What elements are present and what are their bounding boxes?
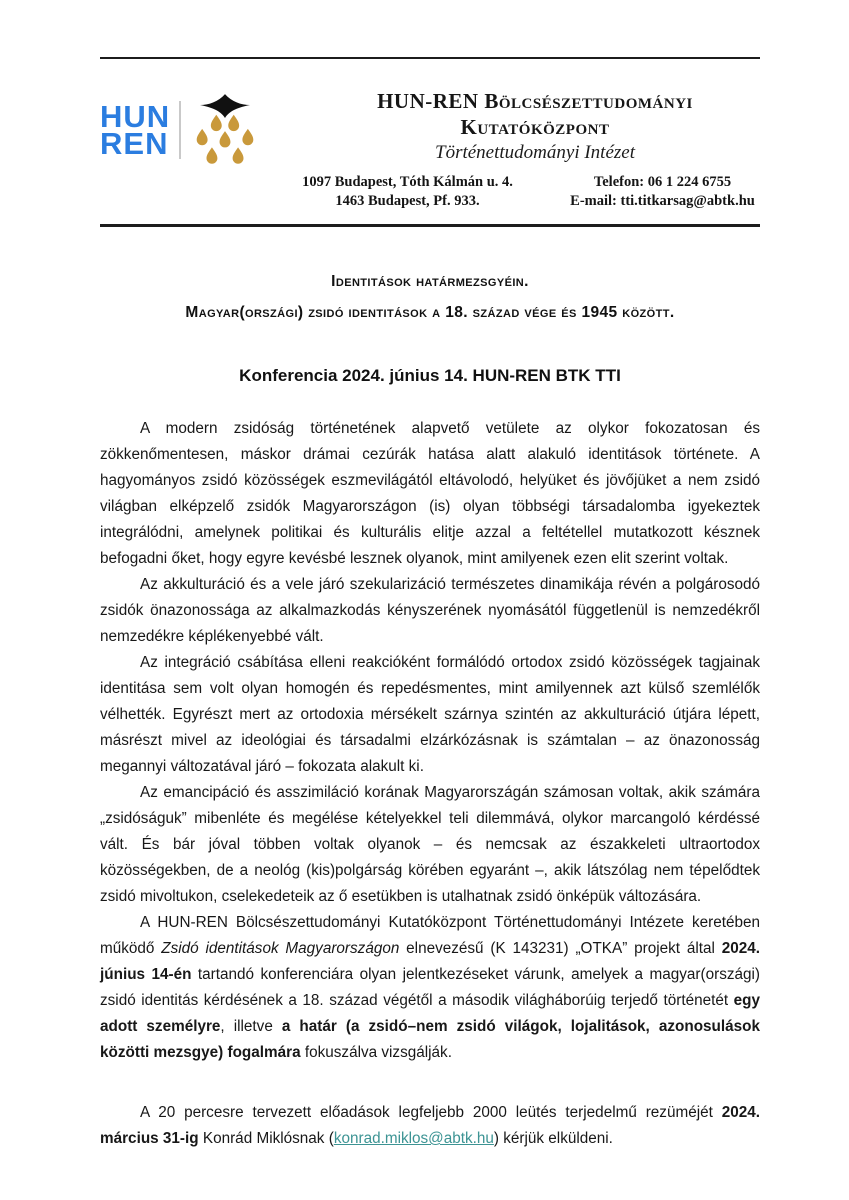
paragraph bbox=[100, 1100, 760, 1152]
text-run: a határ (a zsidó–nem zsidó világok, lojalitások, azonosulások közötti mezsgye) fogalmára bbox=[100, 1018, 761, 1062]
body-paragraphs bbox=[100, 416, 760, 1152]
phone-email-block bbox=[535, 173, 790, 210]
logo-word-ren: REN bbox=[100, 126, 169, 161]
document-title-line2: Magyar(országi) zsidó identitások a 18. század vége és 1945 között. bbox=[185, 304, 675, 322]
text-run: elnevezésű (K 143231) „OTKA” projekt által bbox=[399, 940, 722, 958]
org-name-line1: HUN-REN Bölcsészettudományi bbox=[377, 89, 693, 113]
text-run: tartandó konferenciára olyan jelentkezéseket várunk, amelyek a magyar(országi) zsidó identitás kérdésének a 18. század végétől a második világháborúig terjedő történetét bbox=[100, 966, 761, 1010]
paragraph bbox=[100, 572, 760, 650]
text-run: 2024. március 31-ig bbox=[100, 1104, 760, 1148]
address-block bbox=[280, 173, 535, 210]
email-line: E-mail: tti.titkarsag@abtk.hu bbox=[570, 192, 755, 209]
text-run: Konrád Miklósnak ( bbox=[198, 1130, 334, 1148]
text-run: fokuszálva vizsgálják. bbox=[300, 1044, 452, 1062]
text-run: 2024. június 14-én bbox=[100, 940, 760, 984]
text-run: A 20 percesre tervezett előadások legfeljebb 2000 leütés terjedelmű rezüméjét bbox=[140, 1104, 722, 1122]
letterhead-rule bbox=[100, 224, 760, 227]
email-link[interactable]: konrad.miklos@abtk.hu bbox=[333, 1130, 494, 1148]
text-run: Az emancipáció és asszimiláció korának Magyarországán számosan voltak, akik számára „zsidóságuk” mibenléte és megélése kételyekkel teli dilemmává, olykor marcangoló kérdéssé vált. És bár jóval többen voltak olyanok – és nemcsak az északkeleti ultraortodox közösségekben, de a neológ (kis)polgárság körében egyaránt –, akik látszólag nem tépelődtek zsidó mivoltukon, cselekedeteik az ő esetükben is utalhatnak zsidó önképük változására. bbox=[100, 784, 760, 906]
text-run: ) kérjük elküldeni. bbox=[493, 1130, 613, 1148]
hunren-droplets-icon bbox=[190, 93, 260, 167]
text-run: Zsidó identitások Magyarországon bbox=[161, 940, 400, 958]
document-title-line1: Identitások határmezsgyéin. bbox=[331, 273, 529, 291]
paragraph bbox=[100, 780, 760, 910]
institute-name: Történettudományi Intézet bbox=[435, 142, 635, 164]
paragraph bbox=[100, 910, 760, 1066]
conference-subtitle: Konferencia 2024. június 14. HUN-REN BTK TTI bbox=[239, 366, 621, 386]
letterhead bbox=[100, 89, 760, 210]
paragraph bbox=[100, 650, 760, 780]
text-run: A HUN-REN Bölcsészettudományi Kutatóközpont Történettudományi Intézete keretében működő bbox=[100, 914, 760, 958]
address-line1: 1097 Budapest, Tóth Kálmán u. 4. bbox=[302, 174, 513, 191]
phone-line: Telefon: 06 1 224 6755 bbox=[593, 174, 732, 191]
text-run: egy adott személyre bbox=[100, 992, 760, 1036]
text-run: Az integráció csábítása elleni reakcióként formálódó ortodox zsidó közösségek tagjainak identitása sem volt olyan homogén és repedésmentes, mint amilyennek azt külső szemlélők vélhették. Egyrészt mert az ortodoxia mérsékelt szárnya szintén az akkulturáció útjára lépett, másrészt mivel az ideológiai és társadalmi elzárkózásnak is számtalan – az önazonosság megannyi változatával járó – fokozata alakult ki. bbox=[100, 654, 760, 776]
logo-divider bbox=[179, 101, 181, 159]
letterhead-center bbox=[280, 89, 790, 210]
text-run: , illetve bbox=[220, 1018, 282, 1036]
contact-row bbox=[280, 173, 790, 210]
logo-word-hun: HUN bbox=[100, 98, 171, 134]
text-run: Az akkulturáció és a vele járó szekularizáció természetes dinamikája révén a polgárosodó zsidók önazonossága az alkalmazkodás kényszerének nyomásától függetlenül is nemzedékről nemzedékre képlékenyebbé vált. bbox=[100, 576, 760, 646]
top-rule bbox=[100, 57, 760, 59]
text-run: A modern zsidóság történetének alapvető vetülete az olykor fokozatosan és zökkenőmentesen, máskor drámai cezúrák hatása alatt alakuló identitások története. A hagyományos zsidó közösségek eszmevilágától eltávolodó, helyüket és jövőjüket a nem zsidó világban elképzelő zsidók Magyarországon (is) olyan többségi társadalomba igyekeztek integrálódni, amelynek politikai és kulturális elitje azzal a feltétellel mutatkozott késznek befogadni őket, hogy egyre kevésbé lesznek olyanok, mint amilyenek ezen elit szerint voltak. bbox=[100, 420, 760, 568]
paragraph bbox=[100, 416, 760, 572]
org-name-line2: Kutatóközpont bbox=[460, 114, 610, 139]
address-line2: 1463 Budapest, Pf. 933. bbox=[335, 192, 480, 209]
hunren-logo-wordmark bbox=[100, 98, 171, 161]
hunren-logo bbox=[100, 93, 260, 167]
